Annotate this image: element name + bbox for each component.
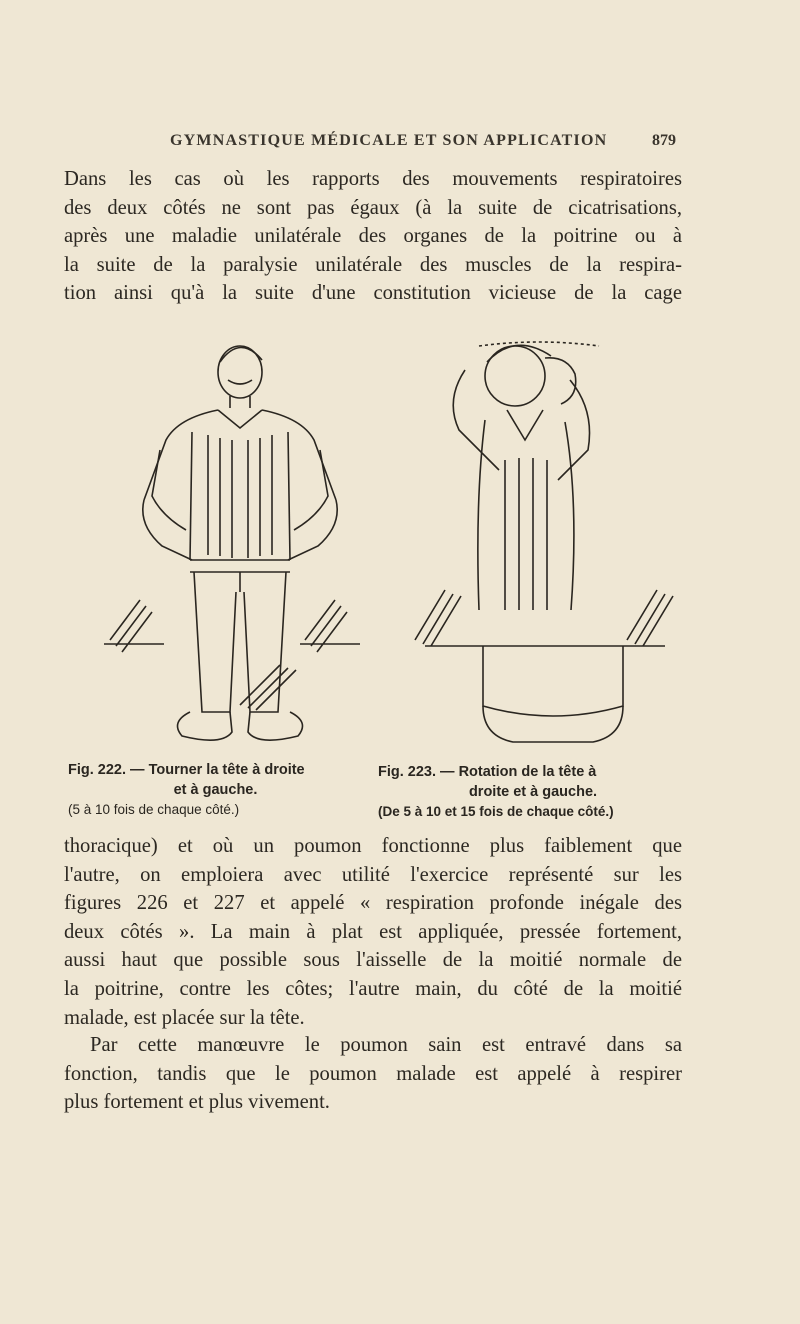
- text-line: Par cette manœuvre le poumon sain est entravé dans sa: [90, 1034, 682, 1056]
- text-line: après une maladie unilatérale des organes de la poitrine ou à: [64, 225, 682, 248]
- text-line: malade, est placée sur la tête.: [64, 1006, 305, 1029]
- caption-title: Fig. 223. — Rotation de la tête à: [378, 764, 597, 780]
- paragraph-1: [64, 165, 682, 308]
- text-line: thoracique) et où un poumon fonctionne plus faiblement que: [64, 835, 682, 857]
- figure-223-caption: [378, 762, 688, 822]
- text-line: deux côtés ». La main à plat est appliquée, pressée fortement,: [64, 920, 682, 943]
- caption-title: Fig. 222. — Tourner la tête à droite: [68, 762, 305, 778]
- caption-note: (De 5 à 10 et 15 fois de chaque côté.): [378, 804, 614, 819]
- paragraph-3: [64, 1031, 682, 1117]
- caption-note: (5 à 10 fois de chaque côté.): [68, 802, 240, 817]
- text-line: tion ainsi qu'à la suite d'une constitution vicieuse de la cage: [64, 282, 682, 305]
- text-line: figures 226 et 227 et appelé « respiration profonde inégale des: [64, 892, 682, 915]
- text-line: Dans les cas où les rapports des mouvements respiratoires: [64, 168, 682, 190]
- paragraph-2: [64, 832, 682, 1032]
- page-number: 879: [652, 132, 676, 149]
- text-line: des deux côtés ne sont pas égaux (à la suite de cicatrisations,: [64, 196, 682, 219]
- header-title: GYMNASTIQUE MÉDICALE ET SON APPLICATION: [170, 132, 608, 149]
- caption-subtitle: droite et à gauche.: [468, 784, 598, 800]
- text-line: l'autre, on emploiera avec utilité l'exercice représenté sur les: [64, 863, 682, 886]
- caption-subtitle: et à gauche.: [173, 782, 258, 798]
- text-line: aussi haut que possible sous l'aisselle de la moitié normale de: [64, 949, 682, 972]
- text-line: fonction, tandis que le poumon malade est appelé à respirer: [64, 1062, 682, 1085]
- text-line: plus fortement et plus vivement.: [64, 1091, 330, 1114]
- running-header: [0, 132, 800, 154]
- text-line: la suite de la paralysie unilatérale des muscles de la respira-: [64, 253, 682, 276]
- figure-222-illustration: [90, 340, 360, 755]
- figure-222-caption: [68, 760, 363, 820]
- figure-223-illustration: [395, 340, 695, 755]
- text-line: la poitrine, contre les côtes; l'autre main, du côté de la moitié: [64, 977, 682, 1000]
